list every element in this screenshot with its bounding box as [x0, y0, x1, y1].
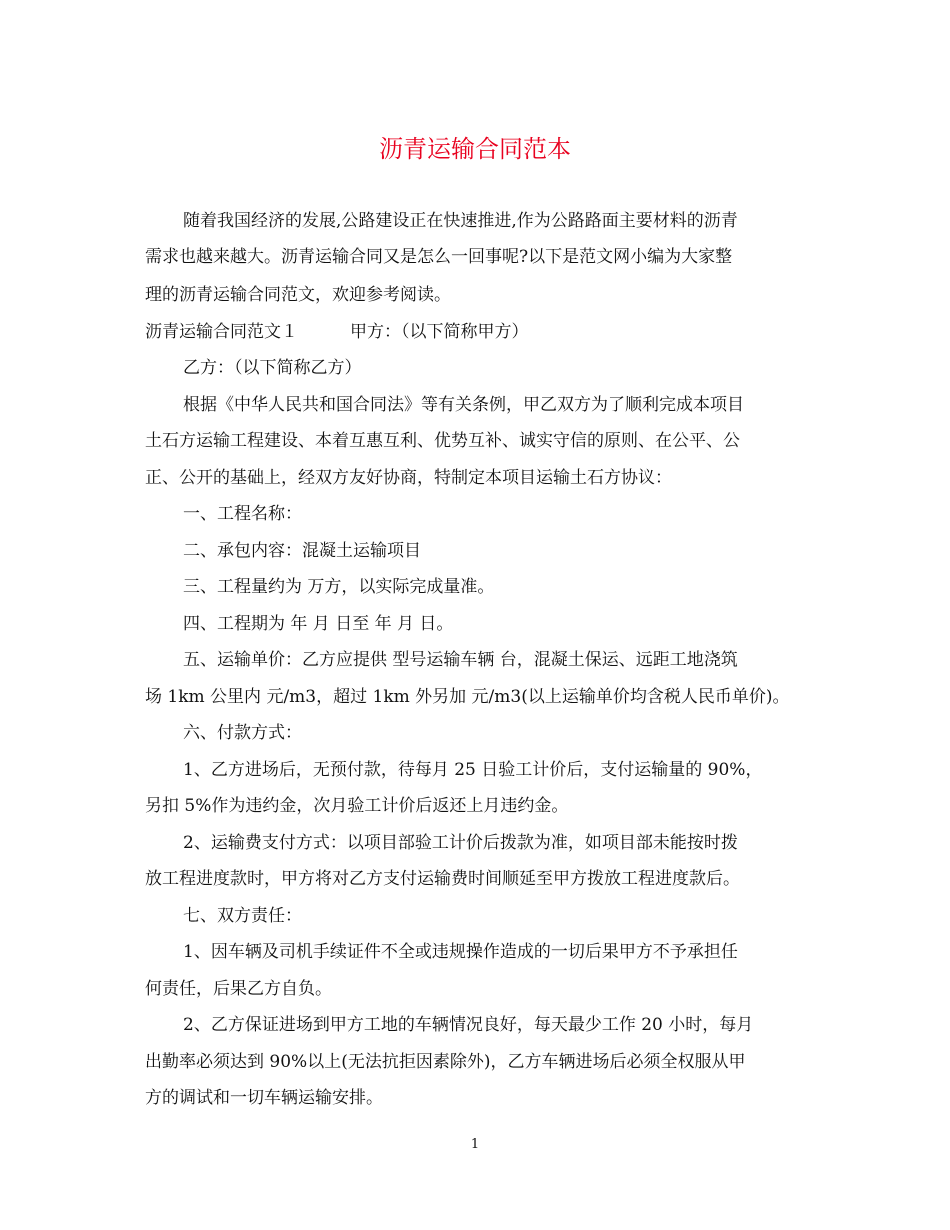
document-title: 沥青运输合同范本	[379, 135, 571, 163]
clause-line: 七、双方责任：	[183, 906, 302, 926]
clause-line: 六、付款方式：	[183, 723, 302, 743]
paragraph-line: 土石方运输工程建设、本着互惠互利、优势互补、诚实守信的原则、在公平、公	[145, 431, 740, 451]
clause-line: 四、工程期为 年 月 日至 年 月 日。	[183, 614, 454, 634]
section-heading: 沥青运输合同范文１	[145, 322, 298, 342]
paragraph-line: 理的沥青运输合同范文，欢迎参考阅读。	[145, 285, 451, 305]
clause-line: 五、运输单价：乙方应提供 型号运输车辆 台，混凝土保运、远距工地浇筑	[183, 650, 738, 670]
clause-line: 另扣 5%作为违约金，次月验工计价后返还上月违约金。	[145, 796, 569, 816]
clause-line: 2、乙方保证进场到甲方工地的车辆情况良好，每天最少工作 20 小时，每月	[183, 1015, 754, 1035]
clause-line: 放工程进度款时，甲方将对乙方支付运输费时间顺延至甲方拨放工程进度款后。	[145, 869, 740, 889]
clause-line: 出勤率必须达到 90%以上(无法抗拒因素除外)，乙方车辆进场后必须全权服从甲	[145, 1052, 746, 1072]
clause-line: 场 1km 公里内 元/m3，超过 1km 外另加 元/m3(以上运输单价均含税人民币单价)。	[145, 687, 790, 707]
party-b-label: 乙方：（以下简称乙方）	[183, 358, 362, 378]
paragraph-line: 随着我国经济的发展,公路建设正在快速推进,作为公路路面主要材料的沥青	[183, 211, 738, 231]
clause-line: 1、因车辆及司机手续证件不全或违规操作造成的一切后果甲方不予承担任	[183, 942, 738, 962]
clause-line: 何责任，后果乙方自负。	[145, 979, 332, 999]
clause-line: 三、工程量约为 万方，以实际完成量准。	[183, 577, 495, 597]
clause-line: 一、工程名称：	[183, 504, 302, 524]
page-number: 1	[470, 1137, 480, 1152]
party-a-label: 甲方：（以下简称甲方）	[350, 322, 529, 342]
clause-line: 1、乙方进场后，无预付款，待每月 25 日验工计价后，支付运输量的 90%，	[183, 760, 763, 780]
section-heading-line	[145, 320, 529, 344]
paragraph-line: 根据《中华人民共和国合同法》等有关条例，甲乙双方为了顺利完成本项目	[183, 395, 744, 415]
paragraph-line: 正、公开的基础上，经双方友好协商，特制定本项目运输土石方协议：	[145, 468, 672, 488]
paragraph-line: 需求也越来越大。沥青运输合同又是怎么一回事呢?以下是范文网小编为大家整	[145, 247, 733, 267]
clause-line: 方的调试和一切车辆运输安排。	[145, 1088, 383, 1108]
clause-line: 2、运输费支付方式：以项目部验工计价后拨款为准，如项目部未能按时拨	[183, 833, 738, 853]
clause-line: 二、承包内容：混凝土运输项目	[183, 541, 421, 561]
